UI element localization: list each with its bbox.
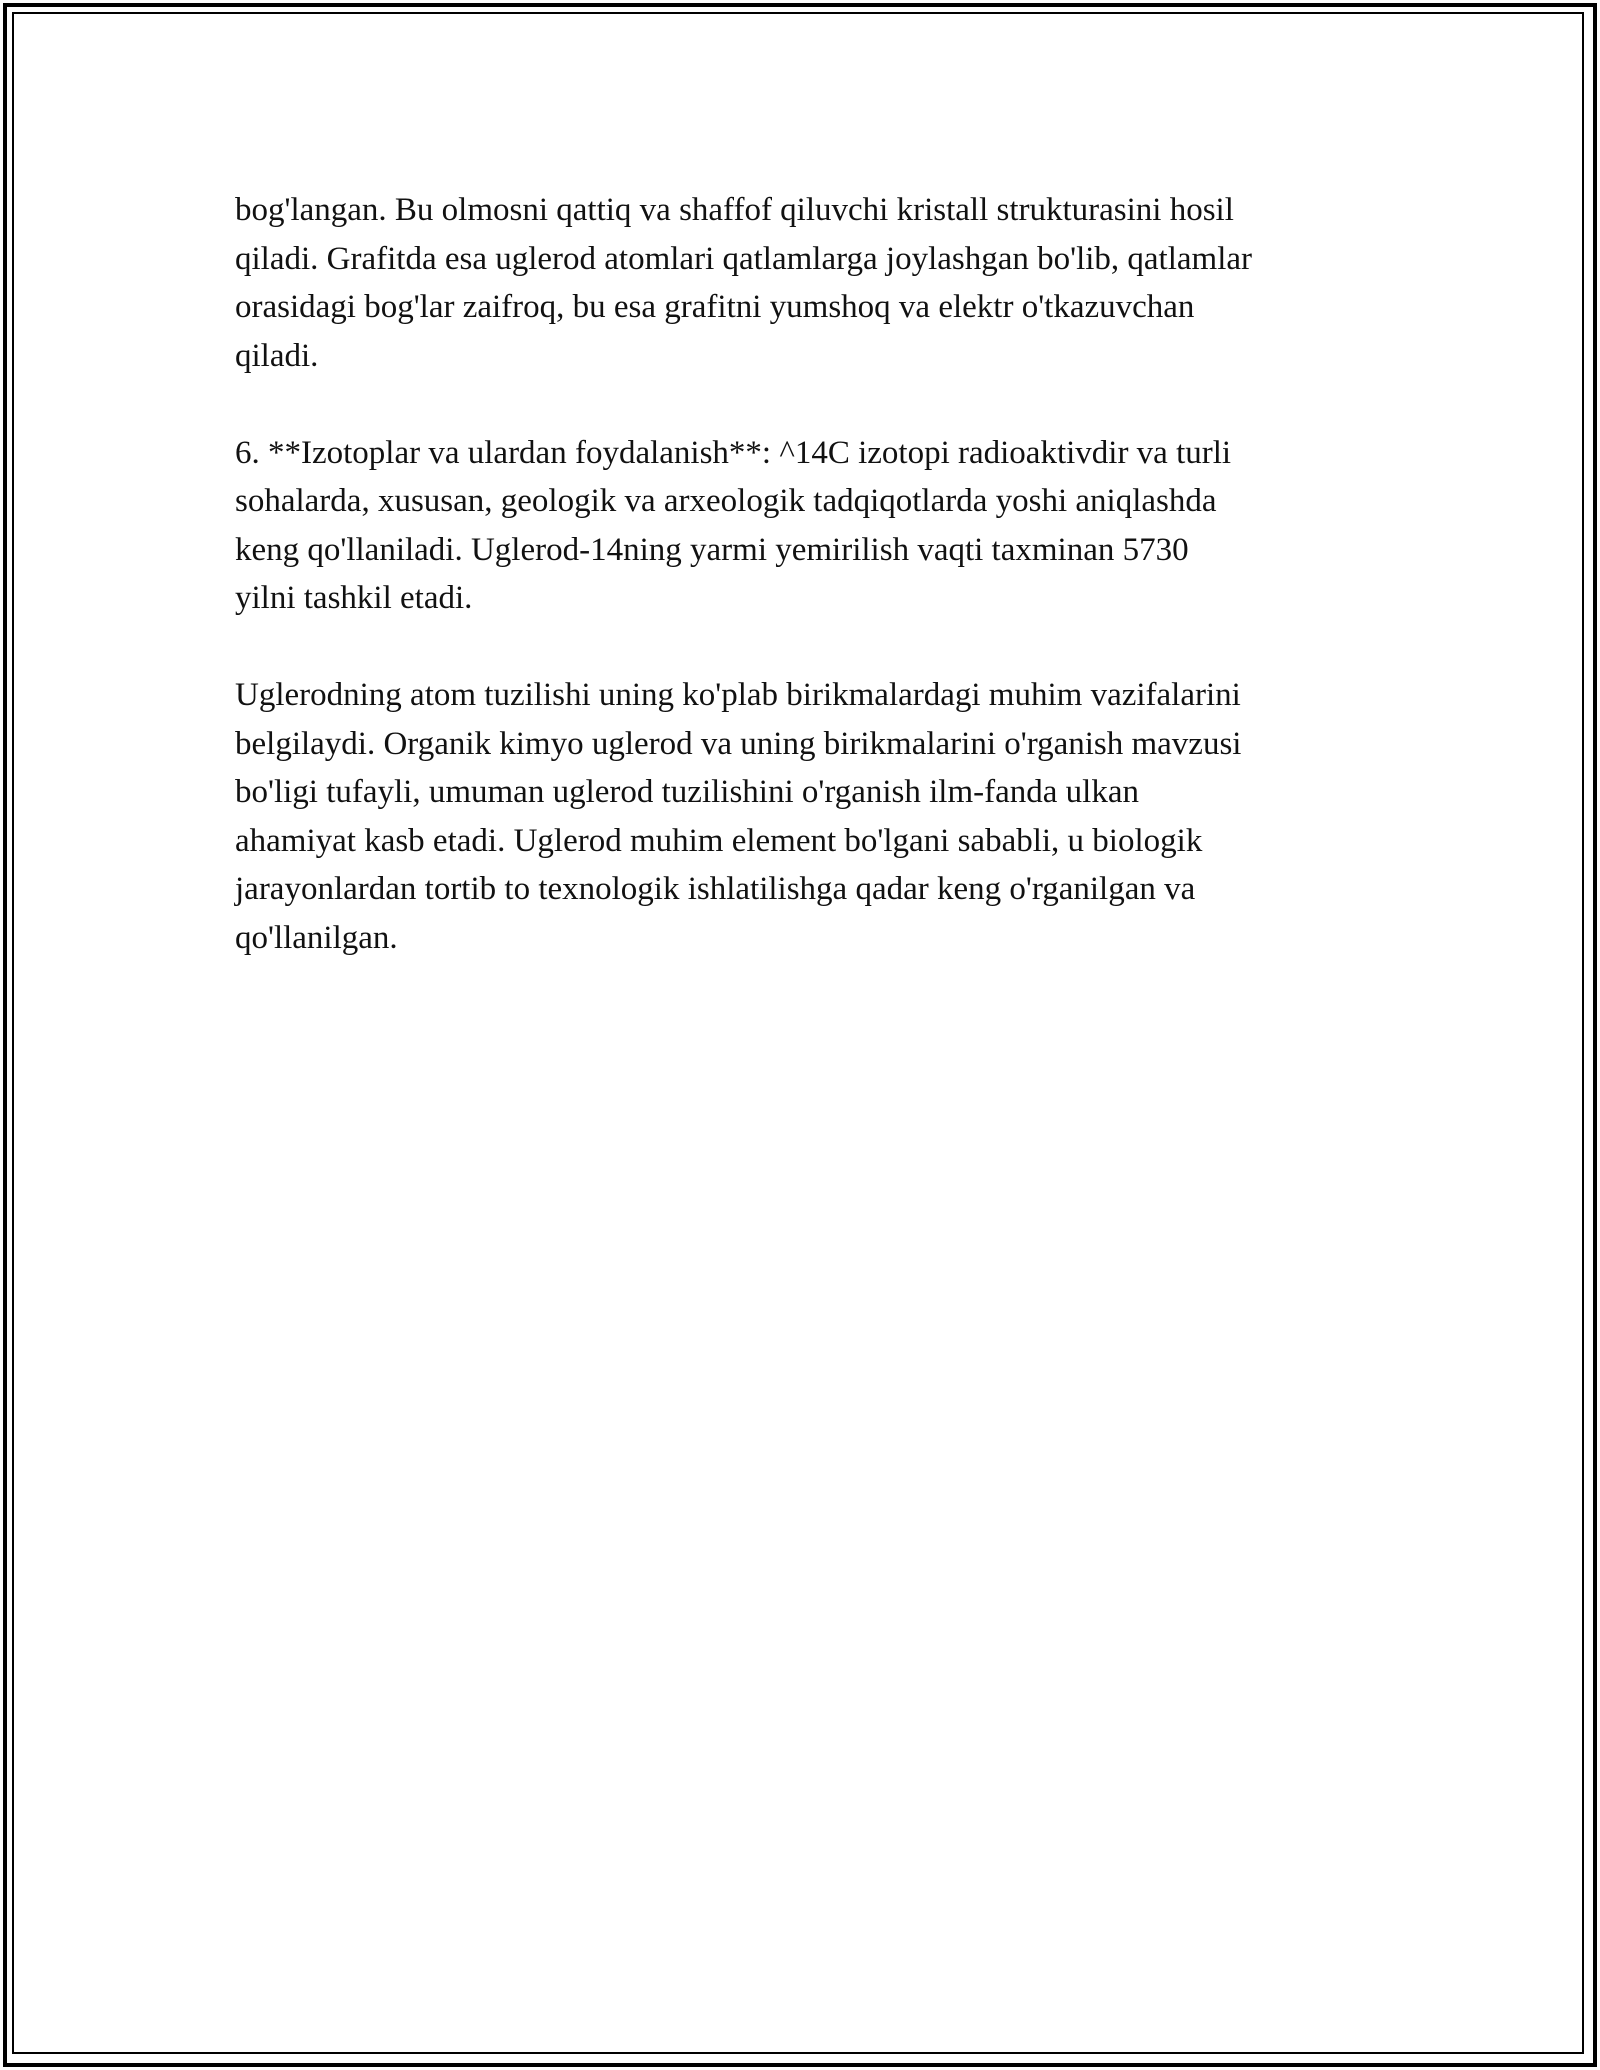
paragraph-conclusion: Uglerodning atom tuzilishi uning ko'plab birikmalardagi muhim vazifalarini belgilaydi. Organik kimyo uglerod va uning birikmalarini o'rganish mavzusi bo'ligi tufayli, umuman uglerod tuzilishini o'rganish ilm-fanda ulkan ahamiyat kasb etadi. Uglerod muhim element bo'lgani sababli, u biologik jarayonlardan tortib to texnologik ishlatilishga qadar keng o'rganilgan va qo'llanilgan. [235, 677, 1242, 956]
paragraph-crystal-structure: bog'langan. Bu olmosni qattiq va shaffof qiluvchi kristall strukturasini hosil qiladi. Grafitda esa uglerod atomlari qatlamlarga joylashgan bo'lib, qatlamlar orasidagi bog'lar zaifroq, bu esa grafitni yumshoq va elektr o'tkazuvchan qiladi. [235, 192, 1253, 374]
paragraph-isotopes: 6. **Izotoplar va ulardan foydalanish**: ^14C izotopi radioaktivdir va turli sohalarda, xususan, geologik va arxeologik tadqiqotlarda yoshi aniqlashda keng qo'llaniladi. Uglerod-14ning yarmi yemirilish vaqti taxminan 5730 yilni tashkil etadi. [235, 434, 1232, 616]
document-body [235, 186, 1375, 1011]
